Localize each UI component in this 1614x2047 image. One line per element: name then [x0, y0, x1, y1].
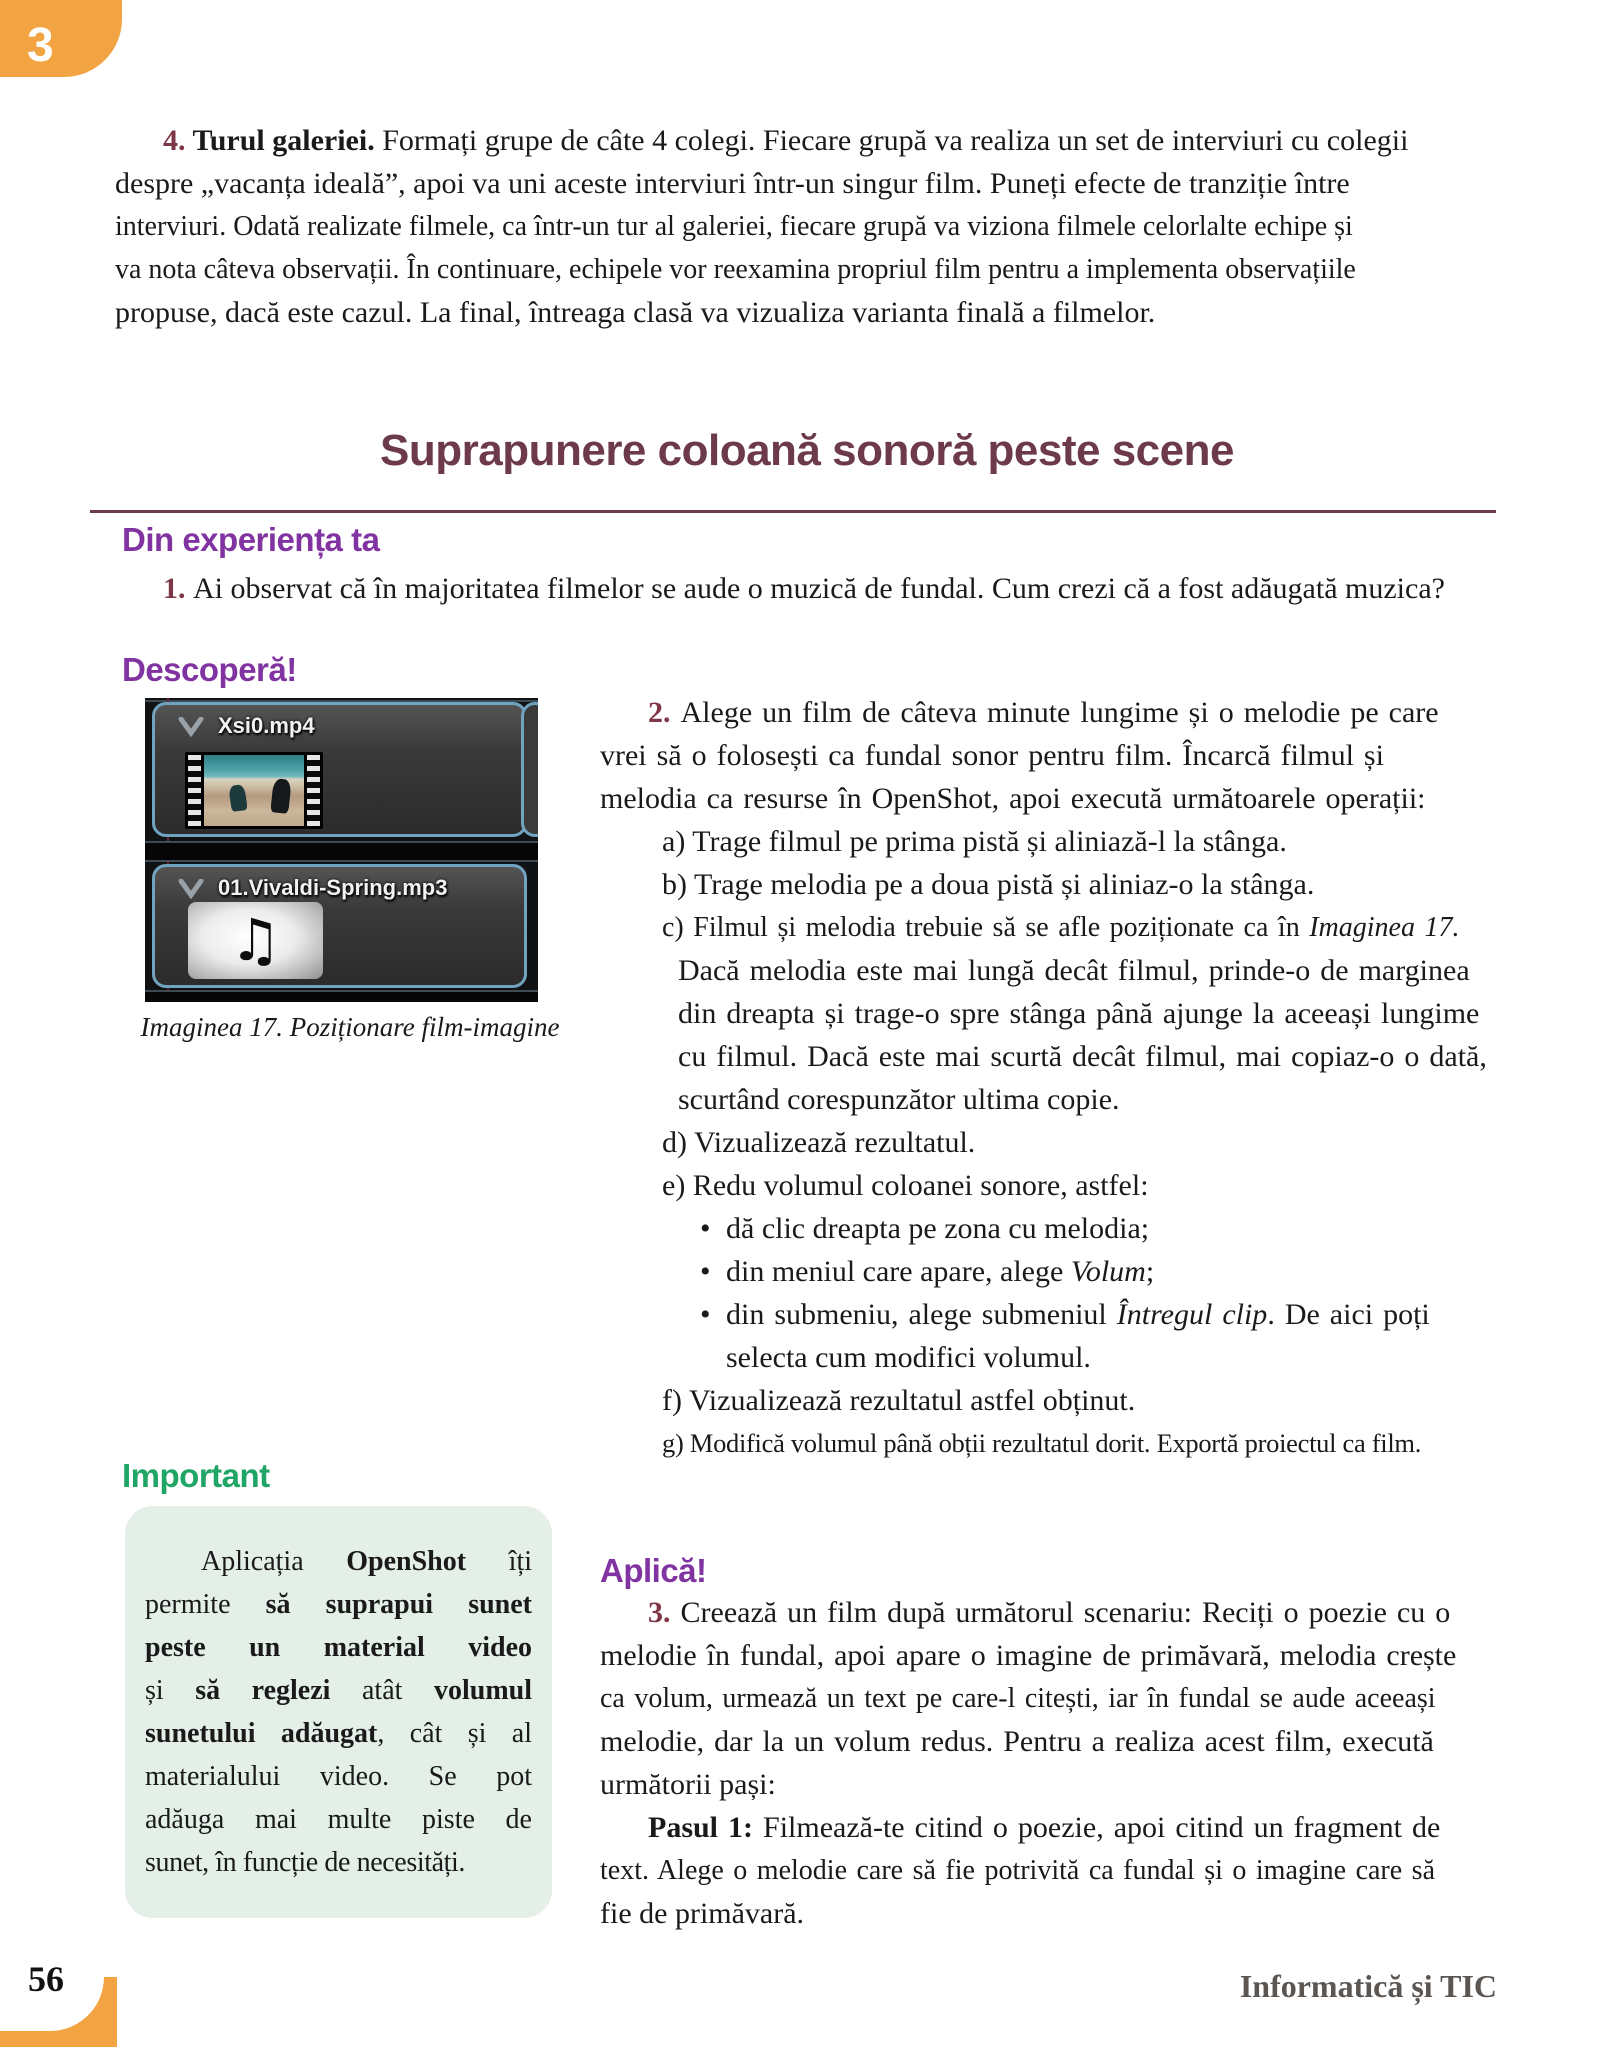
- text-run: să reglezi: [195, 1675, 331, 1706]
- text-line: [600, 992, 1497, 1035]
- text-line: [600, 1849, 1497, 1892]
- experience-question: [115, 567, 1499, 610]
- text-line: [600, 1677, 1497, 1720]
- text-line: [145, 1841, 532, 1884]
- section-heading-experience: Din experiența ta: [122, 521, 380, 558]
- text-run: Aplicația: [201, 1546, 347, 1577]
- text-run: scurtând corespunzător ultima copie.: [678, 1083, 1120, 1116]
- text-run: Creează un film după următorul scenariu: Reciți o poezie cu o: [680, 1596, 1451, 1629]
- figure-silhouette: [270, 778, 291, 814]
- text-run: Filmează-te citind o poezie, apoi citind un fragment de: [763, 1811, 1441, 1844]
- text-line: [115, 248, 1499, 291]
- text-line: [600, 1121, 1497, 1164]
- chevron-down-icon: [178, 879, 204, 904]
- text-line: [115, 119, 1499, 162]
- text-run: Turul galeriei.: [192, 124, 383, 157]
- text-run: Pasul 1:: [648, 1811, 764, 1844]
- text-run: peste un material video: [145, 1632, 532, 1663]
- text-line: [600, 734, 1497, 777]
- text-run: și: [145, 1675, 196, 1706]
- text-line: [600, 906, 1497, 949]
- text-run: g) Modifică volumul până obții rezultatul dorit. Exportă proiectul ca film.: [662, 1428, 1422, 1458]
- text-run: următorii pași:: [600, 1768, 776, 1801]
- filmstrip-sprockets-left: [188, 755, 201, 826]
- text-line: [600, 1422, 1497, 1465]
- text-run: sunet, în funcție de necesități.: [145, 1847, 465, 1878]
- text-line: [600, 1293, 1497, 1336]
- text-run: volumul: [433, 1675, 532, 1706]
- video-frame-preview: [204, 755, 304, 826]
- text-line: [600, 1379, 1497, 1422]
- chevron-down-icon: [178, 717, 204, 742]
- text-run: Alege un film de câteva minute lungime și o melodie pe care: [680, 696, 1439, 729]
- text-run: e) Redu volumul coloanei sonore, astfel:: [662, 1169, 1149, 1202]
- text-run: despre „vacanța ideală”, apoi va uni aceste interviuri într-un singur film. Puneți efecte de tranziție între: [115, 167, 1350, 200]
- text-run: Dacă melodia este mai lungă decât filmul, prinde-o de marginea: [678, 954, 1470, 987]
- text-run: permite: [145, 1589, 266, 1620]
- lesson-title: Suprapunere coloană sonoră peste scene: [380, 426, 1234, 475]
- text-line: [600, 1207, 1497, 1250]
- text-run: să suprapui sunet: [265, 1589, 532, 1620]
- track-separator: [145, 841, 538, 862]
- task-2-text: [600, 691, 1497, 1465]
- text-run: selecta cum modifici volumul.: [726, 1341, 1091, 1374]
- text-run: Formați grupe de câte 4 colegi. Fiecare grupă va realiza un set de interviuri cu colegii: [382, 124, 1409, 157]
- text-run: d) Vizualizează rezultatul.: [662, 1126, 976, 1159]
- task-3-text: [600, 1591, 1497, 1935]
- text-line: [600, 1806, 1497, 1849]
- text-run: . De aici poți: [1267, 1298, 1430, 1331]
- text-line: [145, 1755, 532, 1798]
- text-line: [600, 820, 1497, 863]
- text-run: b) Trage melodia pe a doua pistă și aliniaz-o la stânga.: [662, 868, 1315, 901]
- text-line: [115, 567, 1499, 610]
- text-line: [145, 1669, 532, 1712]
- text-line: [600, 777, 1497, 820]
- item-number: 4.: [163, 124, 193, 157]
- text-run: Ai observat că în majoritatea filmelor se aude o muzică de fundal. Cum crezi că a fost adăugată muzica?: [193, 572, 1445, 605]
- text-run: ca volum, urmează un text pe care-l citești, iar în fundal se aude aceeași: [600, 1683, 1436, 1714]
- chapter-badge: [0, 0, 122, 77]
- text-run: din submeniu, alege submeniul: [726, 1298, 1117, 1331]
- text-run: melodie în fundal, apoi apare o imagine de primăvară, melodia crește: [600, 1639, 1457, 1672]
- text-line: [145, 1626, 532, 1669]
- text-run: c) Filmul și melodia trebuie să se afle poziționate ca în: [662, 912, 1310, 943]
- openshot-timeline-figure: [145, 698, 538, 1002]
- item-number: 3.: [648, 1596, 681, 1629]
- text-run: sunetului adăugat: [145, 1718, 378, 1749]
- text-line: [145, 1583, 532, 1626]
- important-note-box: [125, 1506, 552, 1918]
- intro-paragraph: [115, 119, 1499, 334]
- text-line: [600, 1078, 1497, 1121]
- text-run: ;: [1145, 1255, 1155, 1288]
- text-line: [145, 1540, 532, 1583]
- item-number: 2.: [648, 696, 681, 729]
- text-run: Întregul clip: [1116, 1298, 1268, 1331]
- text-line: [600, 949, 1497, 992]
- text-line: [115, 162, 1499, 205]
- text-run: Imaginea 17.: [1309, 912, 1460, 943]
- audio-clip: [152, 864, 527, 988]
- text-run: adăuga mai multe piste de: [145, 1804, 532, 1835]
- text-line: [600, 1035, 1497, 1078]
- text-line: [600, 1892, 1497, 1935]
- text-run: materialului video. Se pot: [145, 1761, 532, 1792]
- section-heading-discover: Descoperă!: [122, 651, 297, 688]
- video-clip: [152, 702, 527, 837]
- clip-fragment: [521, 702, 538, 837]
- text-run: f) Vizualizează rezultatul astfel obținut.: [662, 1384, 1136, 1417]
- text-run: melodia ca resurse în OpenShot, apoi execută următoarele operații:: [600, 782, 1426, 815]
- music-note-icon: ♫: [229, 906, 282, 974]
- text-line: [600, 1763, 1497, 1806]
- text-line: [115, 205, 1499, 248]
- chapter-number: 3: [27, 19, 54, 72]
- text-run: melodie, dar la un volum redus. Pentru a realiza acest film, execută: [600, 1725, 1434, 1758]
- text-run: vrei să o folosești ca fundal sonor pentru film. Încarcă filmul și: [600, 739, 1384, 772]
- text-line: [145, 1798, 532, 1841]
- audio-clip-label: 01.Vivaldi-Spring.mp3: [218, 875, 448, 900]
- text-line: [145, 1712, 532, 1755]
- text-run: fie de primăvară.: [600, 1897, 805, 1930]
- figure-silhouette: [228, 784, 247, 812]
- section-heading-apply: Aplică!: [600, 1552, 707, 1589]
- text-line: [600, 1164, 1497, 1207]
- filmstrip-thumbnail: [185, 752, 323, 829]
- text-run: îți: [466, 1546, 533, 1577]
- text-line: [600, 1720, 1497, 1763]
- text-run: din meniul care apare, alege: [726, 1255, 1071, 1288]
- item-number: 1.: [163, 572, 193, 605]
- text-line: [600, 1250, 1497, 1293]
- audio-thumbnail: [188, 902, 323, 979]
- track-bottom-edge: [145, 990, 538, 1002]
- text-run: din dreapta și trage-o spre stânga până ajunge la aceeași lungime: [678, 997, 1480, 1030]
- text-line: [600, 863, 1497, 906]
- text-line: [600, 1634, 1497, 1677]
- text-run: OpenShot: [346, 1546, 467, 1577]
- page-number: 56: [28, 1959, 64, 1999]
- text-run: cu filmul. Dacă este mai scurtă decât filmul, mai copiaz-o o dată,: [678, 1040, 1487, 1073]
- title-divider: [90, 510, 1496, 513]
- text-run: text. Alege o melodie care să fie potrivită ca fundal și o imagine care să: [600, 1855, 1436, 1886]
- text-run: va nota câteva observații. În continuare, echipele vor reexamina propriul film pentru a implementa observațiile: [115, 254, 1356, 285]
- footer-subject-title: Informatică și TIC: [1239, 1968, 1497, 2004]
- text-run: atât: [330, 1675, 434, 1706]
- text-run: propuse, dacă este cazul. La final, întreaga clasă va vizualiza varianta finală a filmelor.: [115, 296, 1156, 329]
- filmstrip-sprockets-right: [307, 755, 320, 826]
- text-line: [600, 1591, 1497, 1634]
- video-clip-label: Xsi0.mp4: [218, 713, 315, 738]
- text-run: a) Trage filmul pe prima pistă și aliniază-l la stânga.: [662, 825, 1287, 858]
- text-run: , cât și al: [377, 1718, 532, 1749]
- text-run: Volum: [1070, 1255, 1146, 1288]
- text-line: [600, 691, 1497, 734]
- text-line: [600, 1336, 1497, 1379]
- text-line: [115, 291, 1499, 334]
- text-run: interviuri. Odată realizate filmele, ca într-un tur al galeriei, fiecare grupă va viziona filmele celorlalte echipe și: [115, 211, 1353, 242]
- section-heading-important: Important: [122, 1457, 270, 1494]
- figure-caption: Imaginea 17. Poziționare film-imagine: [140, 1012, 560, 1042]
- text-run: dă clic dreapta pe zona cu melodia;: [726, 1212, 1150, 1245]
